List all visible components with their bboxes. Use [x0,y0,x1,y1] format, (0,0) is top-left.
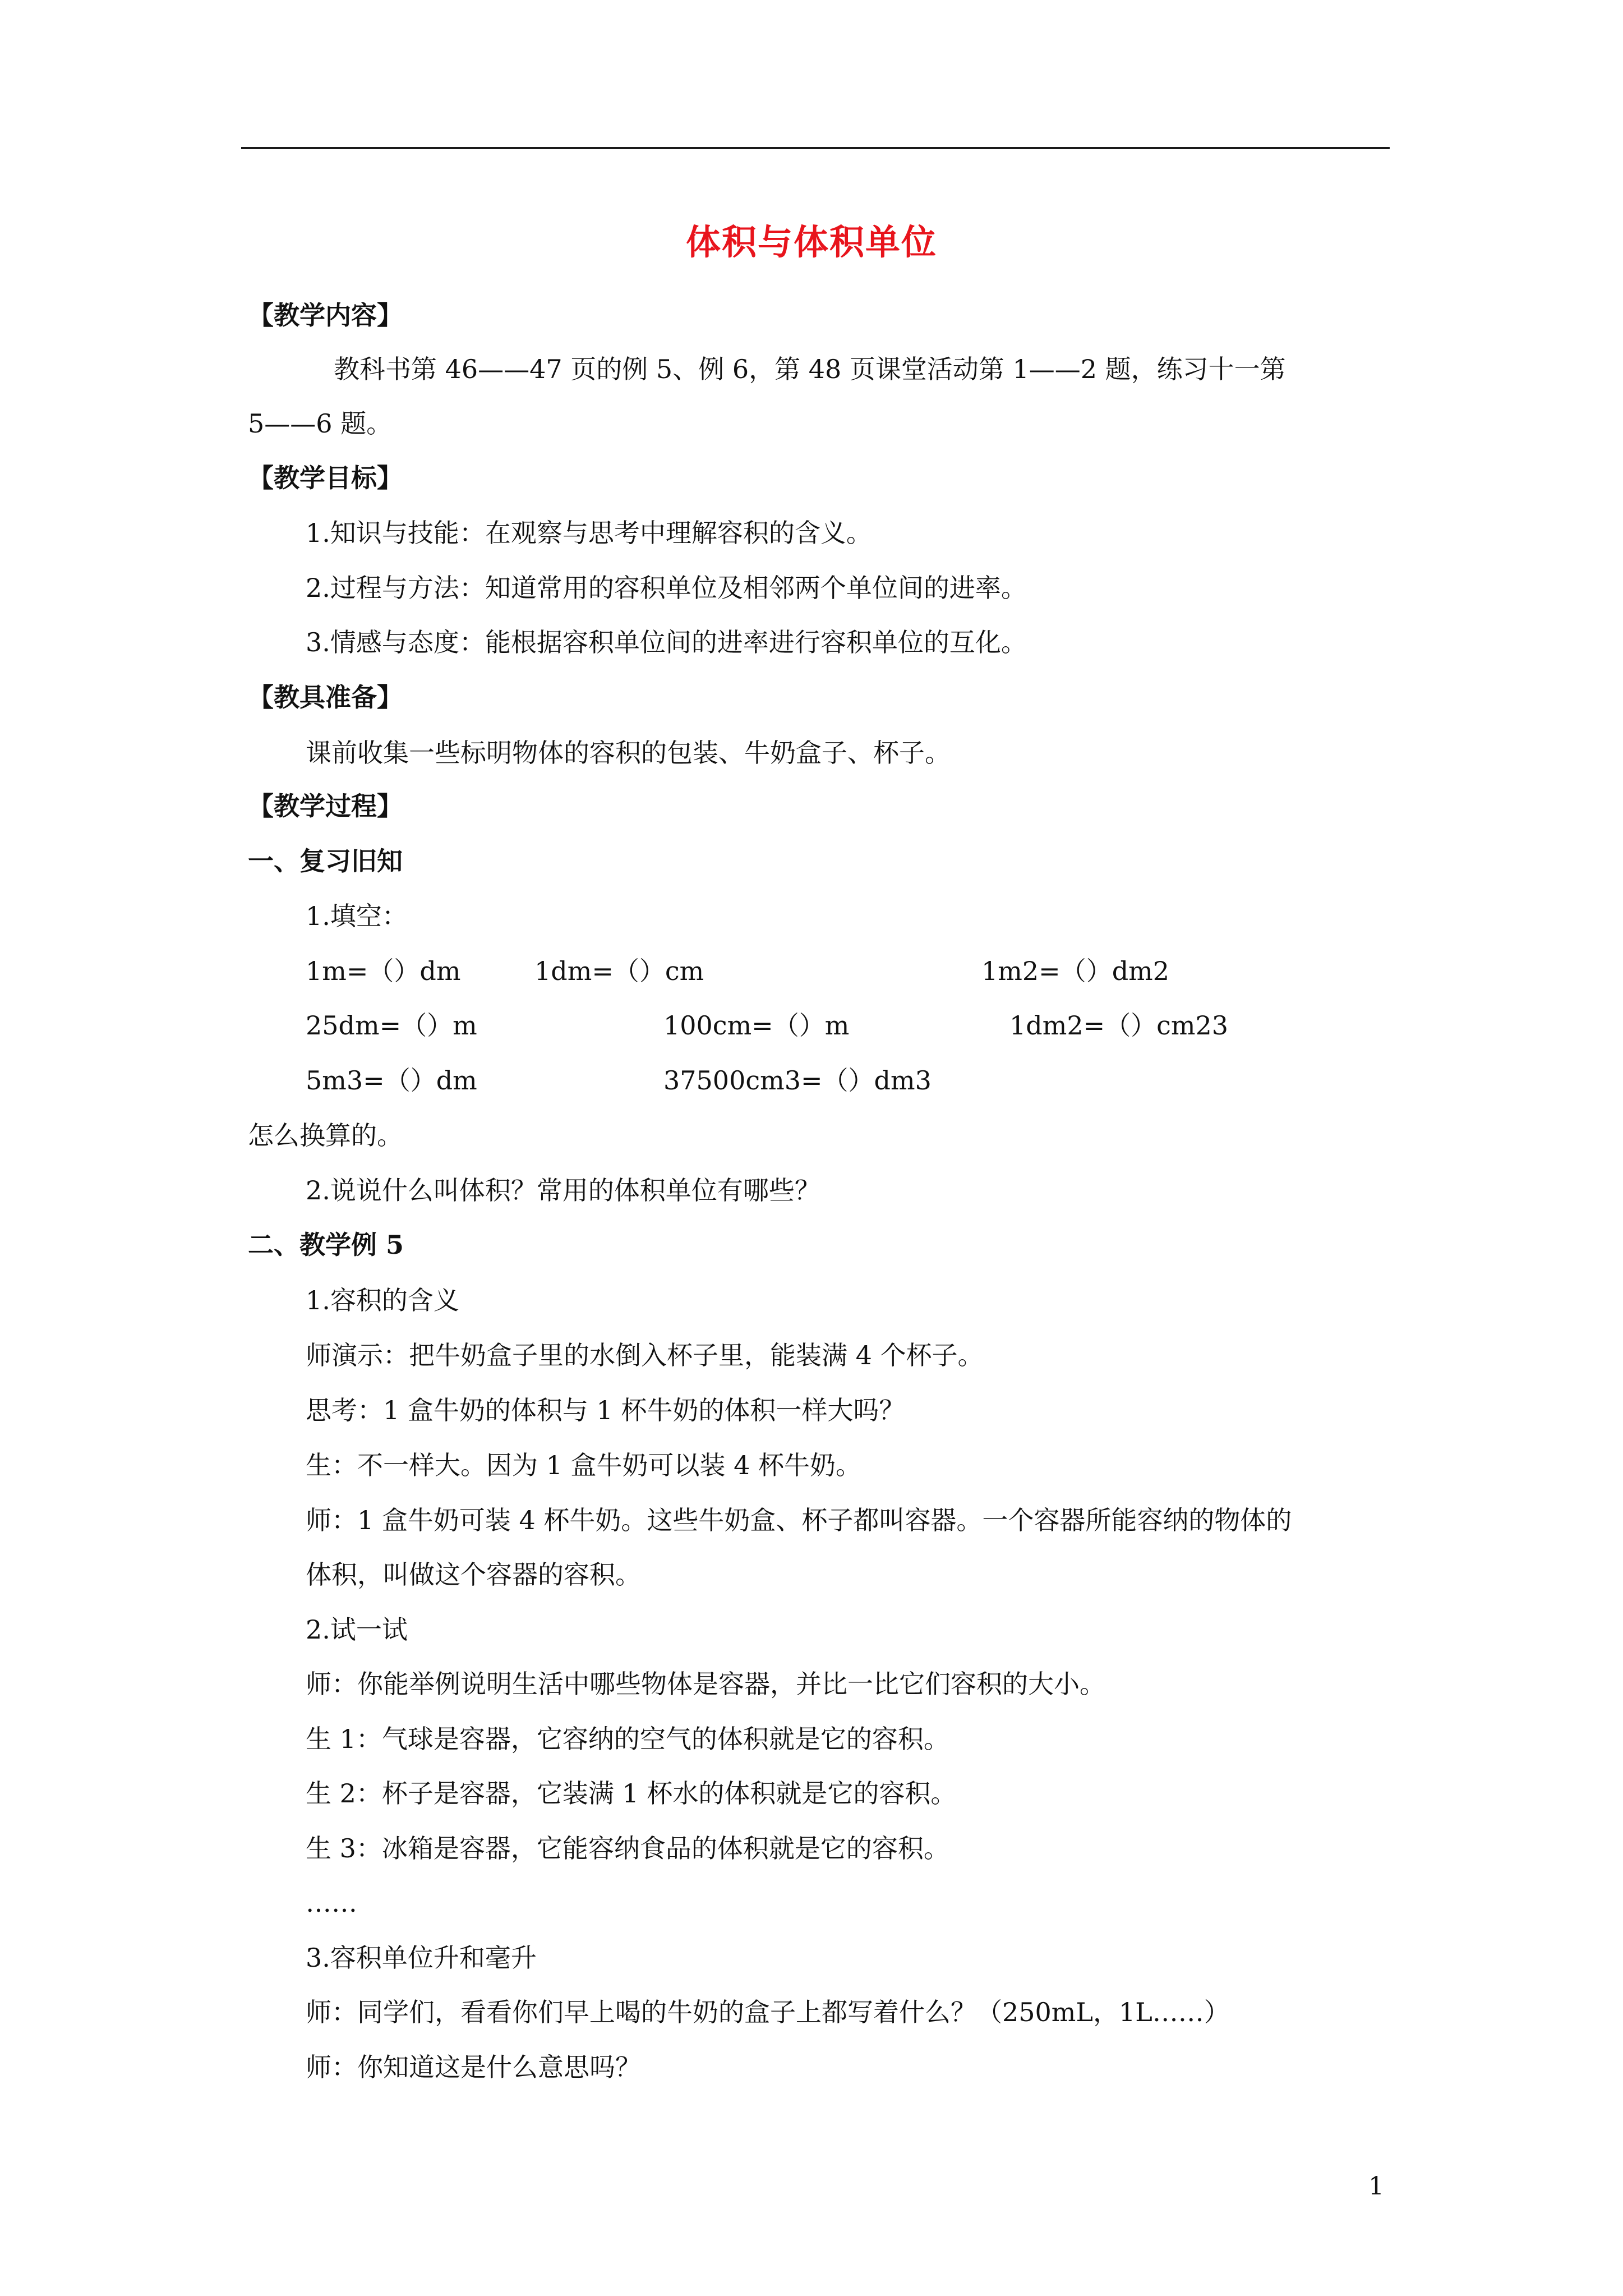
goal-item-1: 1.知识与技能：在观察与思考中理解容积的含义。 [306,518,872,548]
fill-item: 1m2=（）dm2 [981,956,1170,986]
section-heading-content: 【教学内容】 [248,300,403,330]
page-number: 1 [1368,2172,1384,2201]
fill-item: 1dm=（）cm [534,956,704,986]
try-student-1: 生 1：气球是容器，它容纳的空气的体积就是它的容积。 [306,1724,949,1754]
example5-heading: 二、教学例 5 [248,1230,404,1260]
try-student-3: 生 3：冰箱是容器，它能容纳食品的体积就是它的容积。 [306,1833,949,1864]
example5-subheading-1: 1.容积的含义 [306,1285,459,1315]
fill-item: 37500cm3=（）dm3 [663,1065,932,1096]
convert-question: 怎么换算的。 [248,1120,403,1151]
try-label: 2.试一试 [306,1614,408,1645]
example5-think: 思考：1 盒牛奶的体积与 1 杯牛奶的体积一样大吗？ [306,1395,905,1425]
document-title: 体积与体积单位 [685,222,937,263]
fill-item: 25dm=（）m [306,1010,477,1041]
example5-teacher-line-2: 体积，叫做这个容器的容积。 [306,1559,641,1590]
fill-item: 1m=（）dm [306,956,461,986]
example5-teacher-line-1: 师：1 盒牛奶可装 4 杯牛奶。这些牛奶盒、杯子都叫容器。一个容器所能容纳的物体的 [306,1505,1292,1535]
prep-text: 课前收集一些标明物体的容积的包装、牛奶盒子、杯子。 [306,738,951,768]
goal-item-3: 3.情感与态度：能根据容积单位间的进率进行容积单位的互化。 [306,627,1027,657]
try-student-2: 生 2：杯子是容器，它装满 1 杯水的体积就是它的容积。 [306,1778,957,1809]
fill-item: 100cm=（）m [663,1010,850,1041]
section-heading-prep: 【教具准备】 [248,682,403,712]
ellipsis: …… [306,1888,357,1918]
units-teacher: 师：同学们，看看你们早上喝的牛奶的盒子上都写着什么？（250mL，1L……） [306,1997,1230,2027]
fill-label: 1.填空： [306,901,408,931]
try-teacher: 师：你能举例说明生活中哪些物体是容器，并比一比它们容积的大小。 [306,1669,1105,1699]
goal-item-2: 2.过程与方法：知道常用的容积单位及相邻两个单位间的进率。 [306,573,1027,603]
section-heading-goals: 【教学目标】 [248,463,403,493]
review-question-2: 2.说说什么叫体积？常用的体积单位有哪些？ [306,1175,820,1205]
content-text-line-2: 5——6 题。 [248,408,393,439]
example5-student: 生：不一样大。因为 1 盒牛奶可以装 4 杯牛奶。 [306,1450,862,1480]
review-heading: 一、复习旧知 [248,846,403,876]
section-heading-process: 【教学过程】 [248,791,403,821]
units-question: 师：你知道这是什么意思吗？ [306,2052,641,2082]
example5-demo: 师演示：把牛奶盒子里的水倒入杯子里，能装满 4 个杯子。 [306,1340,984,1370]
fill-item: 1dm2=（）cm23 [1009,1010,1229,1041]
header-rule [241,147,1390,149]
fill-item: 5m3=（）dm [306,1065,477,1096]
units-label: 3.容积单位升和毫升 [306,1943,537,1973]
content-text-line-1: 教科书第 46——47 页的例 5、例 6，第 48 页课堂活动第 1——2 题，练习十一第 [334,354,1286,384]
